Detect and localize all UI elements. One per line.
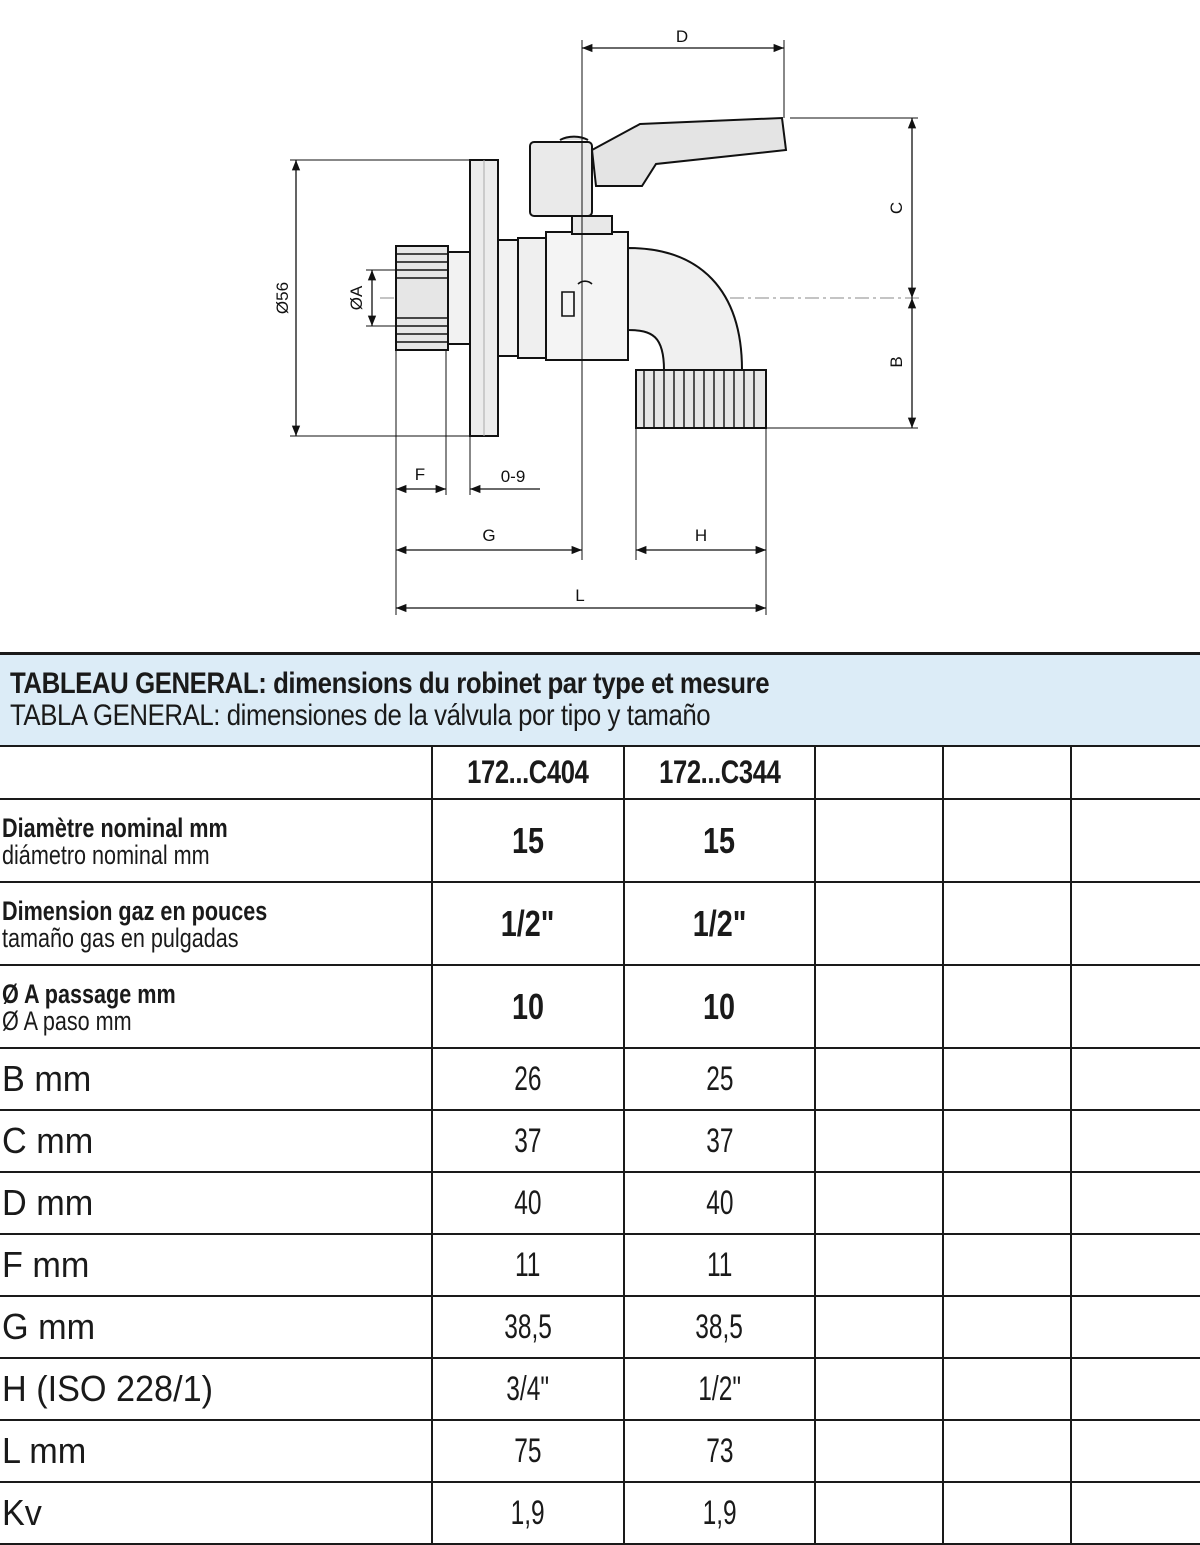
cell-empty [815,1234,943,1296]
dim-label-c: C [887,201,906,215]
valve-technical-drawing [0,0,1200,640]
cell-value: 1/2" [624,882,815,965]
dim-label-f: F [414,465,426,484]
cell-empty [1071,799,1200,882]
cell-empty [1071,1420,1200,1482]
cell-value: 11 [624,1234,815,1296]
cell-value: 73 [624,1420,815,1482]
outlet-elbow [628,248,766,428]
cell-empty [943,1234,1071,1296]
wall-flange [470,160,498,436]
cell-empty [1071,1048,1200,1110]
table-row-b [0,1048,1200,1110]
cell-value: 40 [624,1172,815,1234]
cell-value: 1/2" [624,1358,815,1420]
cell-empty [815,1296,943,1358]
lever-handle [530,118,786,216]
cell-empty [943,1172,1071,1234]
cell-empty [943,965,1071,1048]
cell-empty [1071,1234,1200,1296]
cell-empty [943,1420,1071,1482]
cell-empty [815,1358,943,1420]
row-label: H (ISO 228/1) [0,1358,432,1420]
table-row-diametre-nominal [0,799,1200,882]
cell-empty [943,1296,1071,1358]
cell-empty [815,1048,943,1110]
cell-empty [815,1110,943,1172]
table-title-es: TABLA GENERAL: dimensiones de la válvula por tipo y tamaño [10,699,711,732]
cell-empty [1071,1110,1200,1172]
table-row-g [0,1296,1200,1358]
column-header-c404: 172...C404 [432,746,624,799]
row-label: Diamètre nominal mm diámetro nominal mm [0,799,432,882]
cell-value: 40 [432,1172,624,1234]
table-row-c [0,1110,1200,1172]
column-header-empty [943,746,1071,799]
dim-label-diam56: Ø56 [273,281,292,315]
cell-empty [815,1172,943,1234]
dim-label-g: G [482,526,496,545]
row-label: L mm [0,1420,432,1482]
cell-value: 10 [432,965,624,1048]
row-label: Kv [0,1482,432,1544]
row-label: B mm [0,1048,432,1110]
dim-label-h: H [694,526,708,545]
cell-empty [1071,882,1200,965]
cell-empty [943,1358,1071,1420]
cell-empty [943,799,1071,882]
table-row-h [0,1358,1200,1420]
cell-value: 38,5 [624,1296,815,1358]
cell-empty [943,1048,1071,1110]
row-label: Dimension gaz en pouces tamaño gas en pulgadas [0,882,432,965]
cell-empty [1071,1172,1200,1234]
cell-empty [815,1420,943,1482]
table-row-l [0,1420,1200,1482]
table-header-row [0,746,1200,799]
row-label: F mm [0,1234,432,1296]
table-title-fr: TABLEAU GENERAL: dimensions du robinet par type et mesure [10,667,770,700]
row-label: C mm [0,1110,432,1172]
table-title [0,654,1200,747]
table-row-f [0,1234,1200,1296]
cell-value: 26 [432,1048,624,1110]
cell-value: 37 [432,1110,624,1172]
table-row-d [0,1172,1200,1234]
row-label: Ø A passage mm Ø A paso mm [0,965,432,1048]
cell-empty [943,882,1071,965]
column-header-c344: 172...C344 [624,746,815,799]
cell-value: 75 [432,1420,624,1482]
header-empty-cell [0,746,432,799]
cell-empty [815,799,943,882]
valve-body [518,216,628,360]
cell-value: 37 [624,1110,815,1172]
dim-label-b: B [887,356,906,368]
table-row-kv [0,1482,1200,1544]
cell-value: 1,9 [624,1482,815,1544]
cell-empty [943,1482,1071,1544]
dim-label-d: D [675,27,689,46]
table-row-passage [0,965,1200,1048]
column-header-empty [815,746,943,799]
table-title-row [0,654,1200,747]
cell-empty [815,1482,943,1544]
cell-empty [815,882,943,965]
cell-empty [1071,1482,1200,1544]
cell-empty [943,1110,1071,1172]
cell-empty [1071,1358,1200,1420]
table-row-dimension-gaz [0,882,1200,965]
inlet-thread [396,240,518,356]
dimensions-table [0,652,1200,1545]
cell-value: 3/4" [432,1358,624,1420]
column-header-empty [1071,746,1200,799]
cell-empty [1071,965,1200,1048]
dim-label-range: 0-9 [500,467,526,486]
row-label: G mm [0,1296,432,1358]
dim-label-diam-a: ØA [347,285,366,311]
cell-value: 15 [432,799,624,882]
cell-value: 38,5 [432,1296,624,1358]
cell-empty [815,965,943,1048]
row-label: D mm [0,1172,432,1234]
cell-value: 25 [624,1048,815,1110]
cell-value: 1,9 [432,1482,624,1544]
cell-value: 1/2" [432,882,624,965]
cell-value: 15 [624,799,815,882]
dim-label-l: L [575,586,585,605]
cell-value: 10 [624,965,815,1048]
cell-empty [1071,1296,1200,1358]
cell-value: 11 [432,1234,624,1296]
